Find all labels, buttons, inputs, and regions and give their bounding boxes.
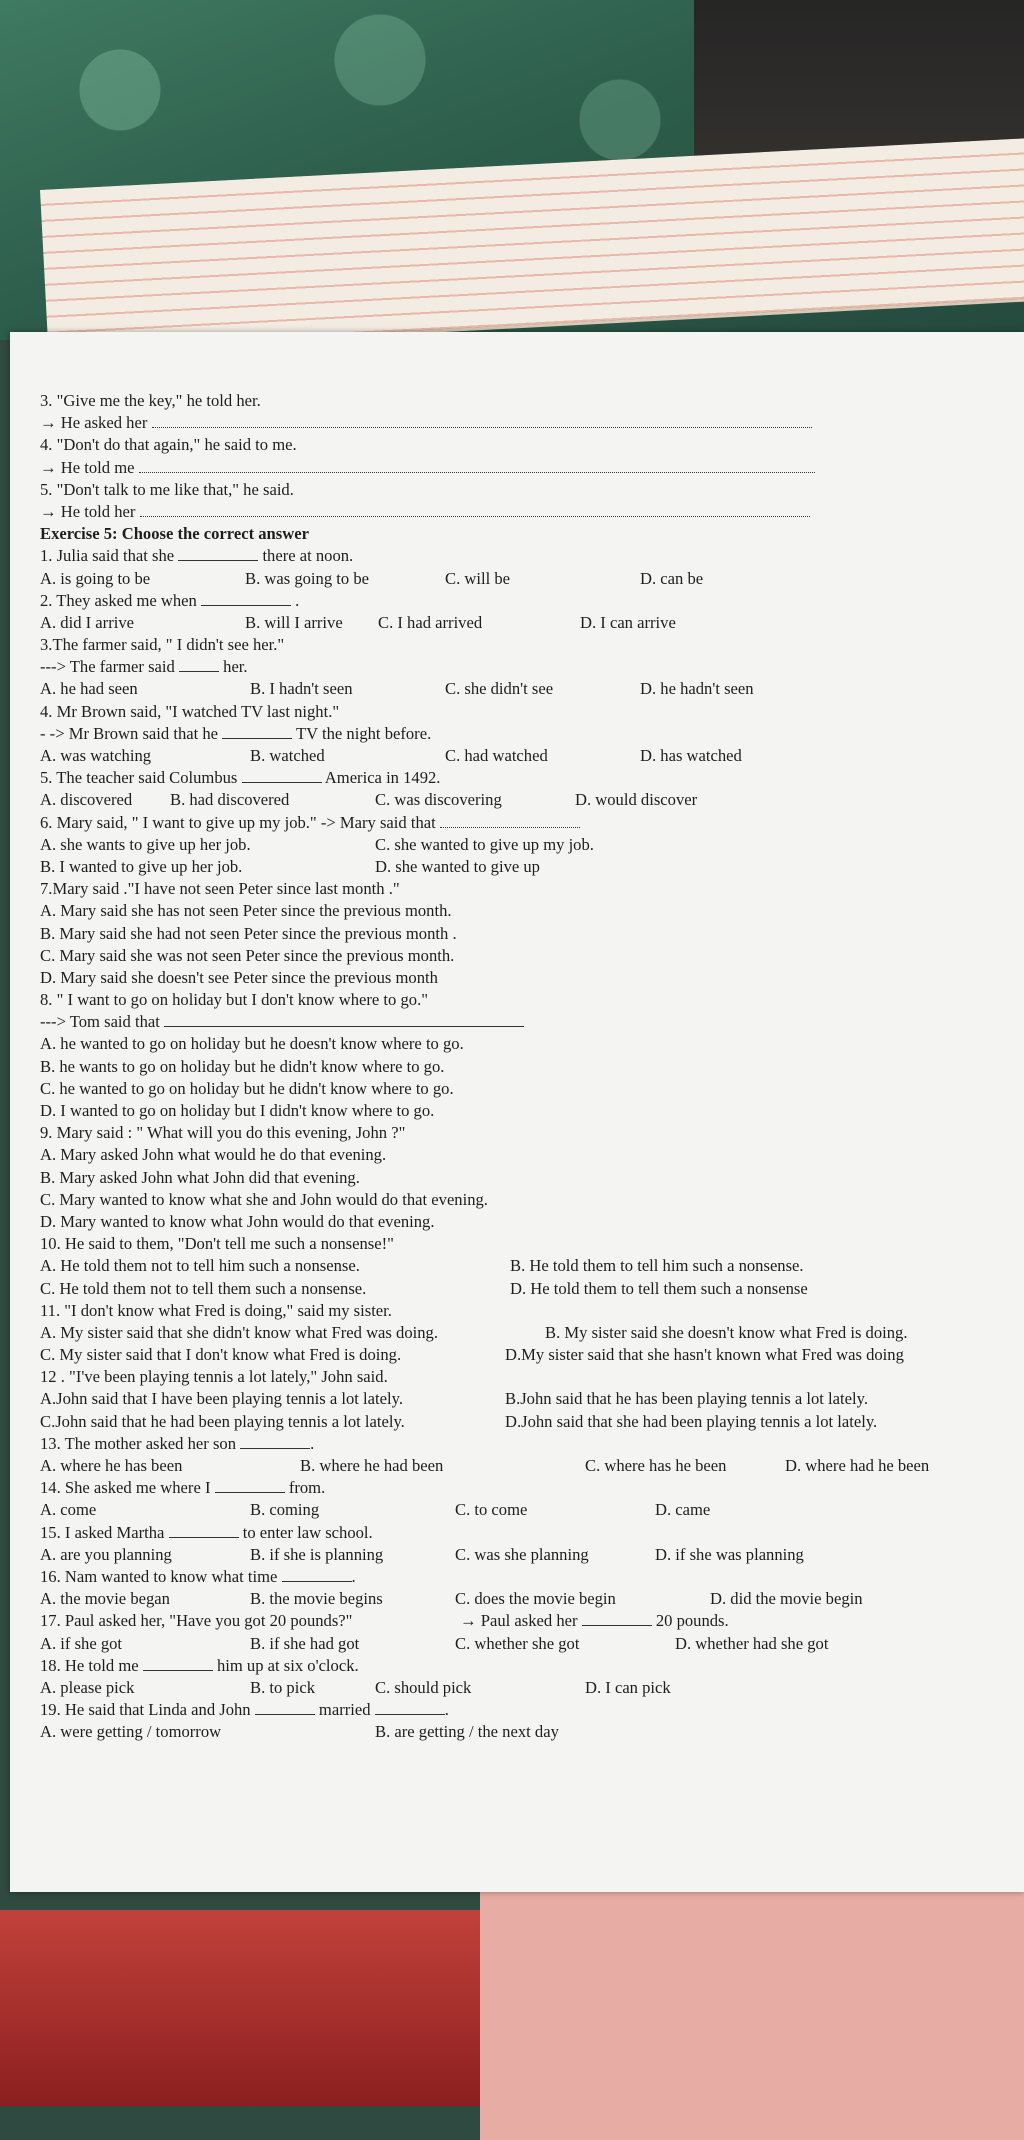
q6-option-c[interactable]: C. she wanted to give up my job. xyxy=(375,834,594,854)
q15-stem: 15. I asked Martha to enter law school. xyxy=(40,1522,373,1542)
ex4-q5-answer: → He told her xyxy=(40,501,1000,523)
q10-option-b[interactable]: B. He told them to tell him such a nonsense. xyxy=(510,1256,804,1276)
q12-option-b[interactable]: B.John said that he has been playing tennis a lot lately. xyxy=(505,1389,868,1409)
q8-option-a[interactable]: A. he wanted to go on holiday but he doesn't know where to go. xyxy=(40,1034,464,1054)
q3-options xyxy=(40,678,1000,700)
q1-option-b[interactable]: B. was going to be xyxy=(245,568,369,588)
q18-option-a[interactable]: A. please pick xyxy=(40,1677,135,1697)
q14-option-b[interactable]: B. coming xyxy=(250,1500,320,1520)
q8-option-d[interactable]: D. I wanted to go on holiday but I didn't know where to go. xyxy=(40,1101,435,1120)
q13-option-d[interactable]: D. where had he been xyxy=(785,1456,930,1475)
q3-option-d[interactable]: D. he hadn't seen xyxy=(640,679,754,699)
q4-stem-2: - -> Mr Brown said that he TV the night before. xyxy=(40,723,432,743)
q12-options-ab xyxy=(40,1388,1000,1410)
q8-option-c[interactable]: C. he wanted to go on holiday but he didn't know where to go. xyxy=(40,1078,454,1098)
q15-option-b[interactable]: B. if she is planning xyxy=(250,1544,384,1564)
q3-stem-2: ---> The farmer said her. xyxy=(40,657,248,677)
q13-option-c[interactable]: C. where has he been xyxy=(585,1456,727,1475)
ex4-q4: 4. "Don't do that again," he said to me. xyxy=(40,435,297,455)
q7-stem: 7.Mary said ."I have not seen Peter since last month ." xyxy=(40,879,400,899)
answer-dots xyxy=(152,427,812,428)
q11-option-a[interactable]: A. My sister said that she didn't know what Fred was doing. xyxy=(40,1322,438,1342)
q7-option-b[interactable]: B. Mary said she had not seen Peter since the previous month . xyxy=(40,923,457,943)
q15-option-c[interactable]: C. was she planning xyxy=(455,1544,589,1564)
q17-option-d[interactable]: D. whether had she got xyxy=(675,1633,829,1653)
q12-option-c[interactable]: C.John said that he had been playing tennis a lot lately. xyxy=(40,1411,405,1431)
q19-option-b[interactable]: B. are getting / the next day xyxy=(375,1722,559,1742)
q1-option-a[interactable]: A. is going to be xyxy=(40,568,151,588)
q15-option-a[interactable]: A. are you planning xyxy=(40,1544,172,1564)
q6-options-bd xyxy=(40,856,1000,878)
q9-option-b[interactable]: B. Mary asked John what John did that evening. xyxy=(40,1167,360,1187)
q12-option-a[interactable]: A.John said that I have been playing tennis a lot lately. xyxy=(40,1389,403,1409)
exercise5-title: Exercise 5: Choose the correct answer xyxy=(40,524,309,544)
q16-option-d[interactable]: D. did the movie begin xyxy=(710,1589,863,1609)
q14-option-a[interactable]: A. come xyxy=(40,1500,97,1520)
q3-option-c[interactable]: C. she didn't see xyxy=(445,679,554,699)
q3-option-b[interactable]: B. I hadn't seen xyxy=(250,679,353,699)
q8-stem-2: ---> Tom said that xyxy=(40,1011,1000,1033)
q17-option-b[interactable]: B. if she had got xyxy=(250,1633,360,1653)
q12-stem: 12 . "I've been playing tennis a lot lately," John said. xyxy=(40,1367,388,1387)
answer-dots xyxy=(139,472,815,473)
q13-option-a[interactable]: A. where he has been xyxy=(40,1456,183,1475)
q5-option-c[interactable]: C. was discovering xyxy=(375,790,502,810)
q14-option-d[interactable]: D. came xyxy=(655,1500,711,1520)
q16-option-c[interactable]: C. does the movie begin xyxy=(455,1589,616,1609)
q11-options-ab xyxy=(40,1322,1000,1344)
q2-stem: 2. They asked me when . xyxy=(40,590,300,610)
q10-options-ab xyxy=(40,1255,1000,1277)
q17-option-a[interactable]: A. if she got xyxy=(40,1633,123,1653)
answer-dots xyxy=(140,516,810,517)
q13-stem: 13. The mother asked her son . xyxy=(40,1433,315,1453)
q2-options xyxy=(40,612,1000,634)
q18-stem: 18. He told me him up at six o'clock. xyxy=(40,1655,359,1675)
q2-option-c[interactable]: C. I had arrived xyxy=(378,612,483,632)
q2-option-a[interactable]: A. did I arrive xyxy=(40,612,134,632)
q7-option-a[interactable]: A. Mary said she has not seen Peter since the previous month. xyxy=(40,901,452,921)
q4-option-c[interactable]: C. had watched xyxy=(445,746,548,765)
q8-option-b[interactable]: B. he wants to go on holiday but he didn't know where to go. xyxy=(40,1056,445,1076)
q12-option-d[interactable]: D.John said that she had been playing tennis a lot lately. xyxy=(505,1411,878,1431)
q4-option-a[interactable]: A. was watching xyxy=(40,746,152,765)
q18-option-b[interactable]: B. to pick xyxy=(250,1677,315,1697)
q6-option-d[interactable]: D. she wanted to give up xyxy=(375,856,540,876)
q15-options xyxy=(40,1544,1000,1566)
q18-option-d[interactable]: D. I can pick xyxy=(585,1677,671,1697)
q1-option-d[interactable]: D. can be xyxy=(640,568,704,588)
q9-stem: 9. Mary said : " What will you do this evening, John ?" xyxy=(40,1123,406,1143)
q10-stem: 10. He said to them, "Don't tell me such a nonsense!" xyxy=(40,1234,394,1254)
q17-stem: 17. Paul asked her, "Have you got 20 pounds?" → Paul asked her 20 pounds. xyxy=(40,1611,729,1631)
q11-stem: 11. "I don't know what Fred is doing," said my sister. xyxy=(40,1300,392,1320)
ex4-q4-answer: → He told me xyxy=(40,457,1000,479)
q1-stem: 1. Julia said that she there at noon. xyxy=(40,546,354,566)
q18-options xyxy=(40,1677,1000,1699)
q14-stem: 14. She asked me where I from. xyxy=(40,1478,326,1498)
q1-options xyxy=(40,568,1000,590)
q17-options xyxy=(40,1633,1000,1655)
q10-options-cd xyxy=(40,1278,1000,1300)
ex4-q5: 5. "Don't talk to me like that," he said. xyxy=(40,479,294,499)
q11-option-b[interactable]: B. My sister said she doesn't know what Fred is doing. xyxy=(545,1322,908,1342)
q6-stem: 6. Mary said, " I want to give up my job." -> Mary said that xyxy=(40,812,1000,834)
q3-option-a[interactable]: A. he had seen xyxy=(40,679,138,699)
q13-option-b[interactable]: B. where he had been xyxy=(300,1456,444,1475)
q2-option-b[interactable]: B. will I arrive xyxy=(245,612,343,632)
q4-option-b[interactable]: B. watched xyxy=(250,746,325,765)
q19-options xyxy=(40,1721,1000,1743)
q9-option-a[interactable]: A. Mary asked John what would he do that evening. xyxy=(40,1145,387,1165)
q4-option-d[interactable]: D. has watched xyxy=(640,746,742,765)
q7-option-c[interactable]: C. Mary said she was not seen Peter since the previous month. xyxy=(40,945,455,965)
q16-options xyxy=(40,1588,1000,1610)
q11-options-cd xyxy=(40,1344,1000,1366)
q4-options xyxy=(40,745,1000,767)
q11-option-c[interactable]: C. My sister said that I don't know what Fred is doing. xyxy=(40,1345,402,1365)
q6-options-ac xyxy=(40,834,1000,856)
q5-option-b[interactable]: B. had discovered xyxy=(170,790,290,810)
q1-option-c[interactable]: C. will be xyxy=(445,568,510,588)
q8-stem: 8. " I want to go on holiday but I don't know where to go." xyxy=(40,990,429,1010)
ex4-q3: 3. "Give me the key," he told her. xyxy=(40,391,261,410)
q12-options-cd xyxy=(40,1411,1000,1433)
q16-stem: 16. Nam wanted to know what time . xyxy=(40,1566,356,1586)
q6-option-a[interactable]: A. she wants to give up her job. xyxy=(40,834,251,854)
q9-option-c[interactable]: C. Mary wanted to know what she and John would do that evening. xyxy=(40,1189,488,1209)
q6-option-b[interactable]: B. I wanted to give up her job. xyxy=(40,856,243,876)
q10-option-a[interactable]: A. He told them not to tell him such a nonsense. xyxy=(40,1256,360,1276)
q3-stem: 3.The farmer said, " I didn't see her." xyxy=(40,635,285,655)
q14-options xyxy=(40,1499,1000,1521)
q14-option-c[interactable]: C. to come xyxy=(455,1500,528,1520)
q10-option-c[interactable]: C. He told them not to tell them such a nonsense. xyxy=(40,1278,367,1298)
q2-option-d[interactable]: D. I can arrive xyxy=(580,612,676,632)
q13-options xyxy=(40,1455,1000,1477)
q9-option-d[interactable]: D. Mary wanted to know what John would do that evening. xyxy=(40,1211,435,1231)
q17-option-c[interactable]: C. whether she got xyxy=(455,1633,580,1653)
q19-stem: 19. He said that Linda and John married . xyxy=(40,1700,449,1720)
worksheet-content xyxy=(40,390,1000,1743)
q16-option-a[interactable]: A. the movie began xyxy=(40,1589,170,1609)
q19-option-a[interactable]: A. were getting / tomorrow xyxy=(40,1722,222,1742)
q5-option-d[interactable]: D. would discover xyxy=(575,790,698,810)
q16-option-b[interactable]: B. the movie begins xyxy=(250,1589,383,1609)
q4-stem: 4. Mr Brown said, "I watched TV last night." xyxy=(40,701,340,721)
worksheet-page xyxy=(10,332,1024,1892)
ex4-q3-answer: → He asked her xyxy=(40,412,1000,434)
q18-option-c[interactable]: C. should pick xyxy=(375,1677,472,1697)
q5-options xyxy=(40,789,1000,811)
q5-stem: 5. The teacher said Columbus America in 1492. xyxy=(40,768,441,788)
q15-option-d[interactable]: D. if she was planning xyxy=(655,1544,804,1564)
q7-option-d[interactable]: D. Mary said she doesn't see Peter since the previous month xyxy=(40,967,438,987)
q5-option-a[interactable]: A. discovered xyxy=(40,790,133,810)
q11-option-d[interactable]: D.My sister said that she hasn't known what Fred was doing xyxy=(505,1345,904,1365)
q10-option-d[interactable]: D. He told them to tell them such a nonsense xyxy=(510,1278,808,1298)
